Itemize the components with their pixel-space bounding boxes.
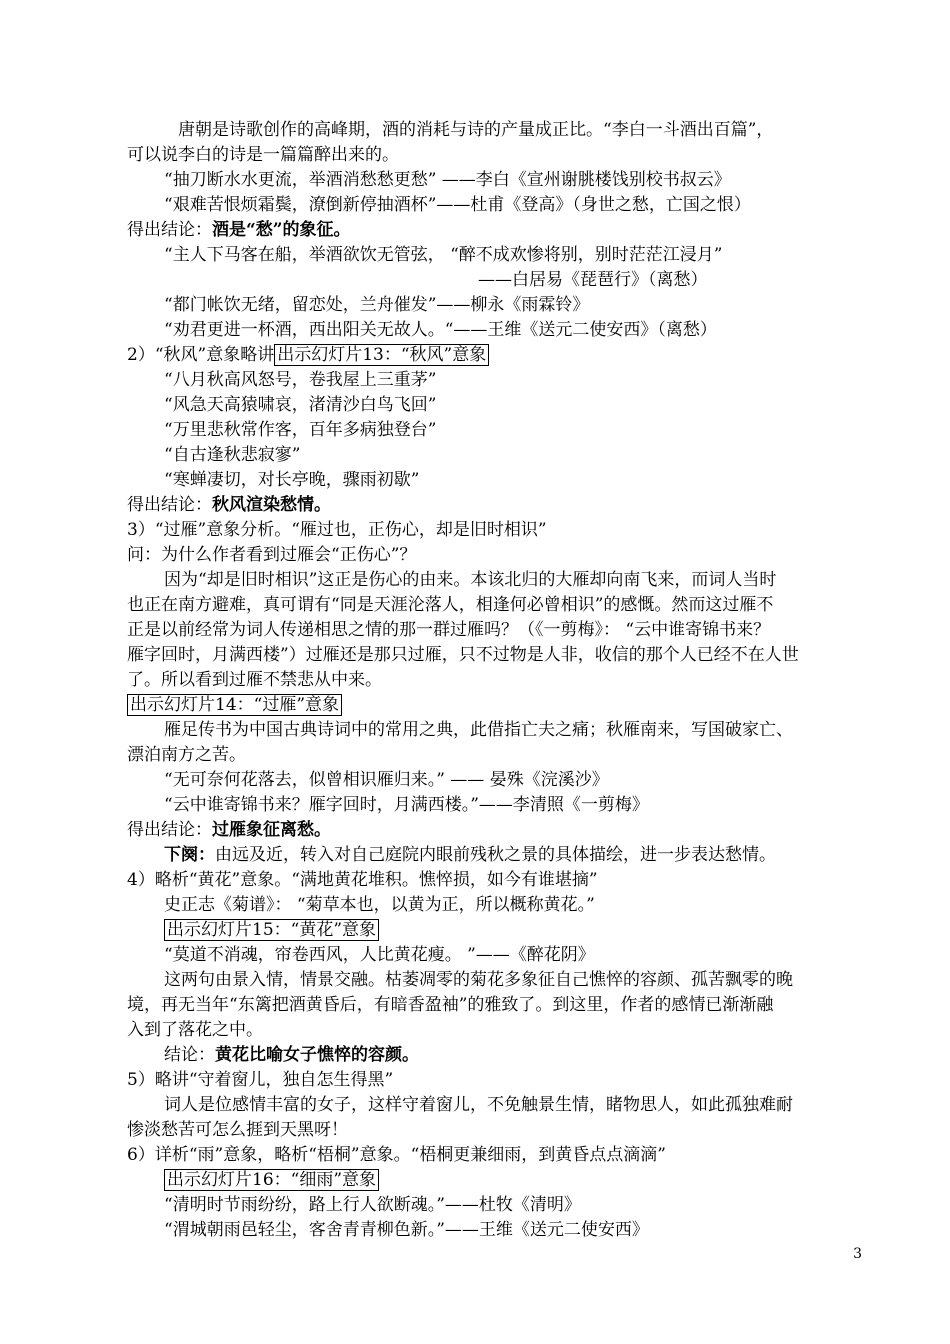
text-line: 因为“却是旧时相识”这正是伤心的由来。本该北归的大雁却向南飞来，而词人当时: [164, 570, 777, 590]
text-line: 雁字回时，月满西楼”）过雁还是那只过雁，只不过物是人非，收信的那个人已经不在人世: [127, 645, 799, 665]
conclusion-text: 酒是“愁”的象征。: [212, 220, 351, 240]
slide-label-box: 出示幻灯片13：“秋风”意象: [274, 344, 489, 366]
page-number: 3: [853, 1246, 862, 1262]
section-heading: 4）略析“黄花”意象。“满地黄花堆积。憔悴损，如今有谁堪摘”: [127, 870, 598, 890]
text-line: “抽刀断水水更流，举酒消愁愁更愁” ——李白《宣州谢朓楼饯别校书叔云》: [164, 170, 731, 190]
text-line: 漂泊南方之苦。: [127, 745, 246, 765]
conclusion-text: 黄花比喻女子憔悴的容颜。: [215, 1045, 419, 1065]
text-line: “都门帐饮无绪，留恋处，兰舟催发”——柳永《雨霖铃》: [164, 295, 590, 315]
subsection-line: [164, 843, 776, 867]
conclusion-line: [164, 1043, 419, 1067]
text-line: 词人是位感情丰富的女子，这样守着窗儿，不免触景生情，睹物思人，如此孤独难耐: [164, 1095, 793, 1115]
heading-line: [164, 918, 379, 942]
section-heading: 2）“秋风”意象略讲: [127, 345, 275, 365]
text-line: “自古逢秋悲寂寥”: [164, 445, 301, 465]
question-line: 问：为什么作者看到过雁会“正伤心”？: [127, 545, 417, 565]
section-heading: 3）“过雁”意象分析。“雁过也，正伤心，却是旧时相识”: [127, 520, 547, 540]
slide-label-box: 出示幻灯片14：“过雁”意象: [127, 694, 342, 716]
text-line: 雁足传书为中国古典诗词中的常用之典，此借指亡夫之痛；秋雁南来，写国破家亡、: [164, 720, 793, 740]
text-line: 了。所以看到过雁不禁悲从中来。: [127, 670, 382, 690]
text-line: “八月秋高风怒号，卷我屋上三重茅”: [164, 370, 437, 390]
text-line: 惨淡愁苦可怎么捱到天黑呀！: [127, 1120, 348, 1140]
section-heading: 6）详析“雨”意象，略析“梧桐”意象。“梧桐更兼细雨，到黄昏点点滴滴”: [127, 1145, 666, 1165]
conclusion-label: 得出结论：: [127, 820, 212, 840]
heading-line: [127, 693, 342, 717]
subsection-label: 下阕：: [164, 845, 215, 865]
text-line: 也正在南方避难，真可谓有“同是天涯沦落人，相逢何必曾相识”的感慨。然而这过雁不: [127, 595, 774, 615]
conclusion-label: 结论：: [164, 1045, 215, 1065]
text-line: “清明时节雨纷纷，路上行人欲断魂。”——杜牧《清明》: [164, 1195, 581, 1215]
text-line: “渭城朝雨邑轻尘，客舍青青柳色新。”——王维《送元二使安西》: [164, 1220, 649, 1240]
text-line: 境，再无当年“东篱把酒黄昏后，有暗香盈袖”的雅致了。到这里，作者的感情已渐渐融: [127, 995, 774, 1015]
section-heading: 5）略讲“守着窗儿，独自怎生得黑”: [127, 1070, 394, 1090]
heading-line: [164, 1168, 379, 1192]
conclusion-text: 秋风渲染愁情。: [212, 495, 331, 515]
text-line: “劝君更进一杯酒，西出阳关无故人。“——王维《送元二使安西》（离愁）: [164, 320, 717, 340]
conclusion-text: 过雁象征离愁。: [212, 820, 331, 840]
text-line: 唐朝是诗歌创作的高峰期，酒的消耗与诗的产量成正比。“李白一斗酒出百篇”，: [178, 120, 774, 140]
text-line: “寒蝉凄切，对长亭晚，骤雨初歇”: [164, 470, 420, 490]
text-line: 入到了落花之中。: [127, 1020, 263, 1040]
text-line: 正是以前经常为词人传递相思之情的那一群过雁吗？（《一剪梅》： “云中谁寄锦书来？: [127, 620, 771, 640]
subsection-text: 由远及近，转入对自己庭院内眼前残秋之景的具体描绘，进一步表达愁情。: [215, 845, 776, 865]
heading-line: [127, 343, 489, 367]
text-line: “主人下马客在船，举酒欲饮无管弦， “醉不成欢惨将别，别时茫茫江浸月”: [164, 245, 723, 265]
text-line: 可以说李白的诗是一篇篇醉出来的。: [127, 145, 399, 165]
conclusion-line: [127, 818, 331, 842]
text-line: “莫道不消魂，帘卷西风，人比黄花瘦。 ”——《醉花阴》: [164, 945, 595, 965]
text-line: “万里悲秋常作客，百年多病独登台”: [164, 420, 437, 440]
slide-label-box: 出示幻灯片15：“黄花”意象: [164, 919, 379, 941]
text-line: 史正志《菊谱》： “菊草本也，以黄为正，所以概称黄花。”: [164, 895, 595, 915]
text-line: “艰难苦恨烦霜鬓，潦倒新停抽酒杯”——杜甫《登高》（身世之愁，亡国之恨）: [164, 195, 751, 215]
text-line: ——白居易《琵琶行》（离愁）: [478, 270, 708, 290]
text-line: “无可奈何花落去，似曾相识雁归来。” —— 晏殊《浣溪沙》: [164, 770, 609, 790]
conclusion-line: [127, 218, 351, 242]
text-line: “云中谁寄锦书来？雁字回时，月满西楼。”——李清照《一剪梅》: [164, 795, 649, 815]
text-line: “风急天高猿啸哀，渚清沙白鸟飞回”: [164, 395, 437, 415]
slide-label-box: 出示幻灯片16：“细雨”意象: [164, 1169, 379, 1191]
text-line: 这两句由景入情，情景交融。枯萎凋零的菊花多象征自己憔悴的容颜、孤苦飘零的晚: [164, 970, 793, 990]
conclusion-label: 得出结论：: [127, 495, 212, 515]
conclusion-label: 得出结论：: [127, 220, 212, 240]
conclusion-line: [127, 493, 331, 517]
